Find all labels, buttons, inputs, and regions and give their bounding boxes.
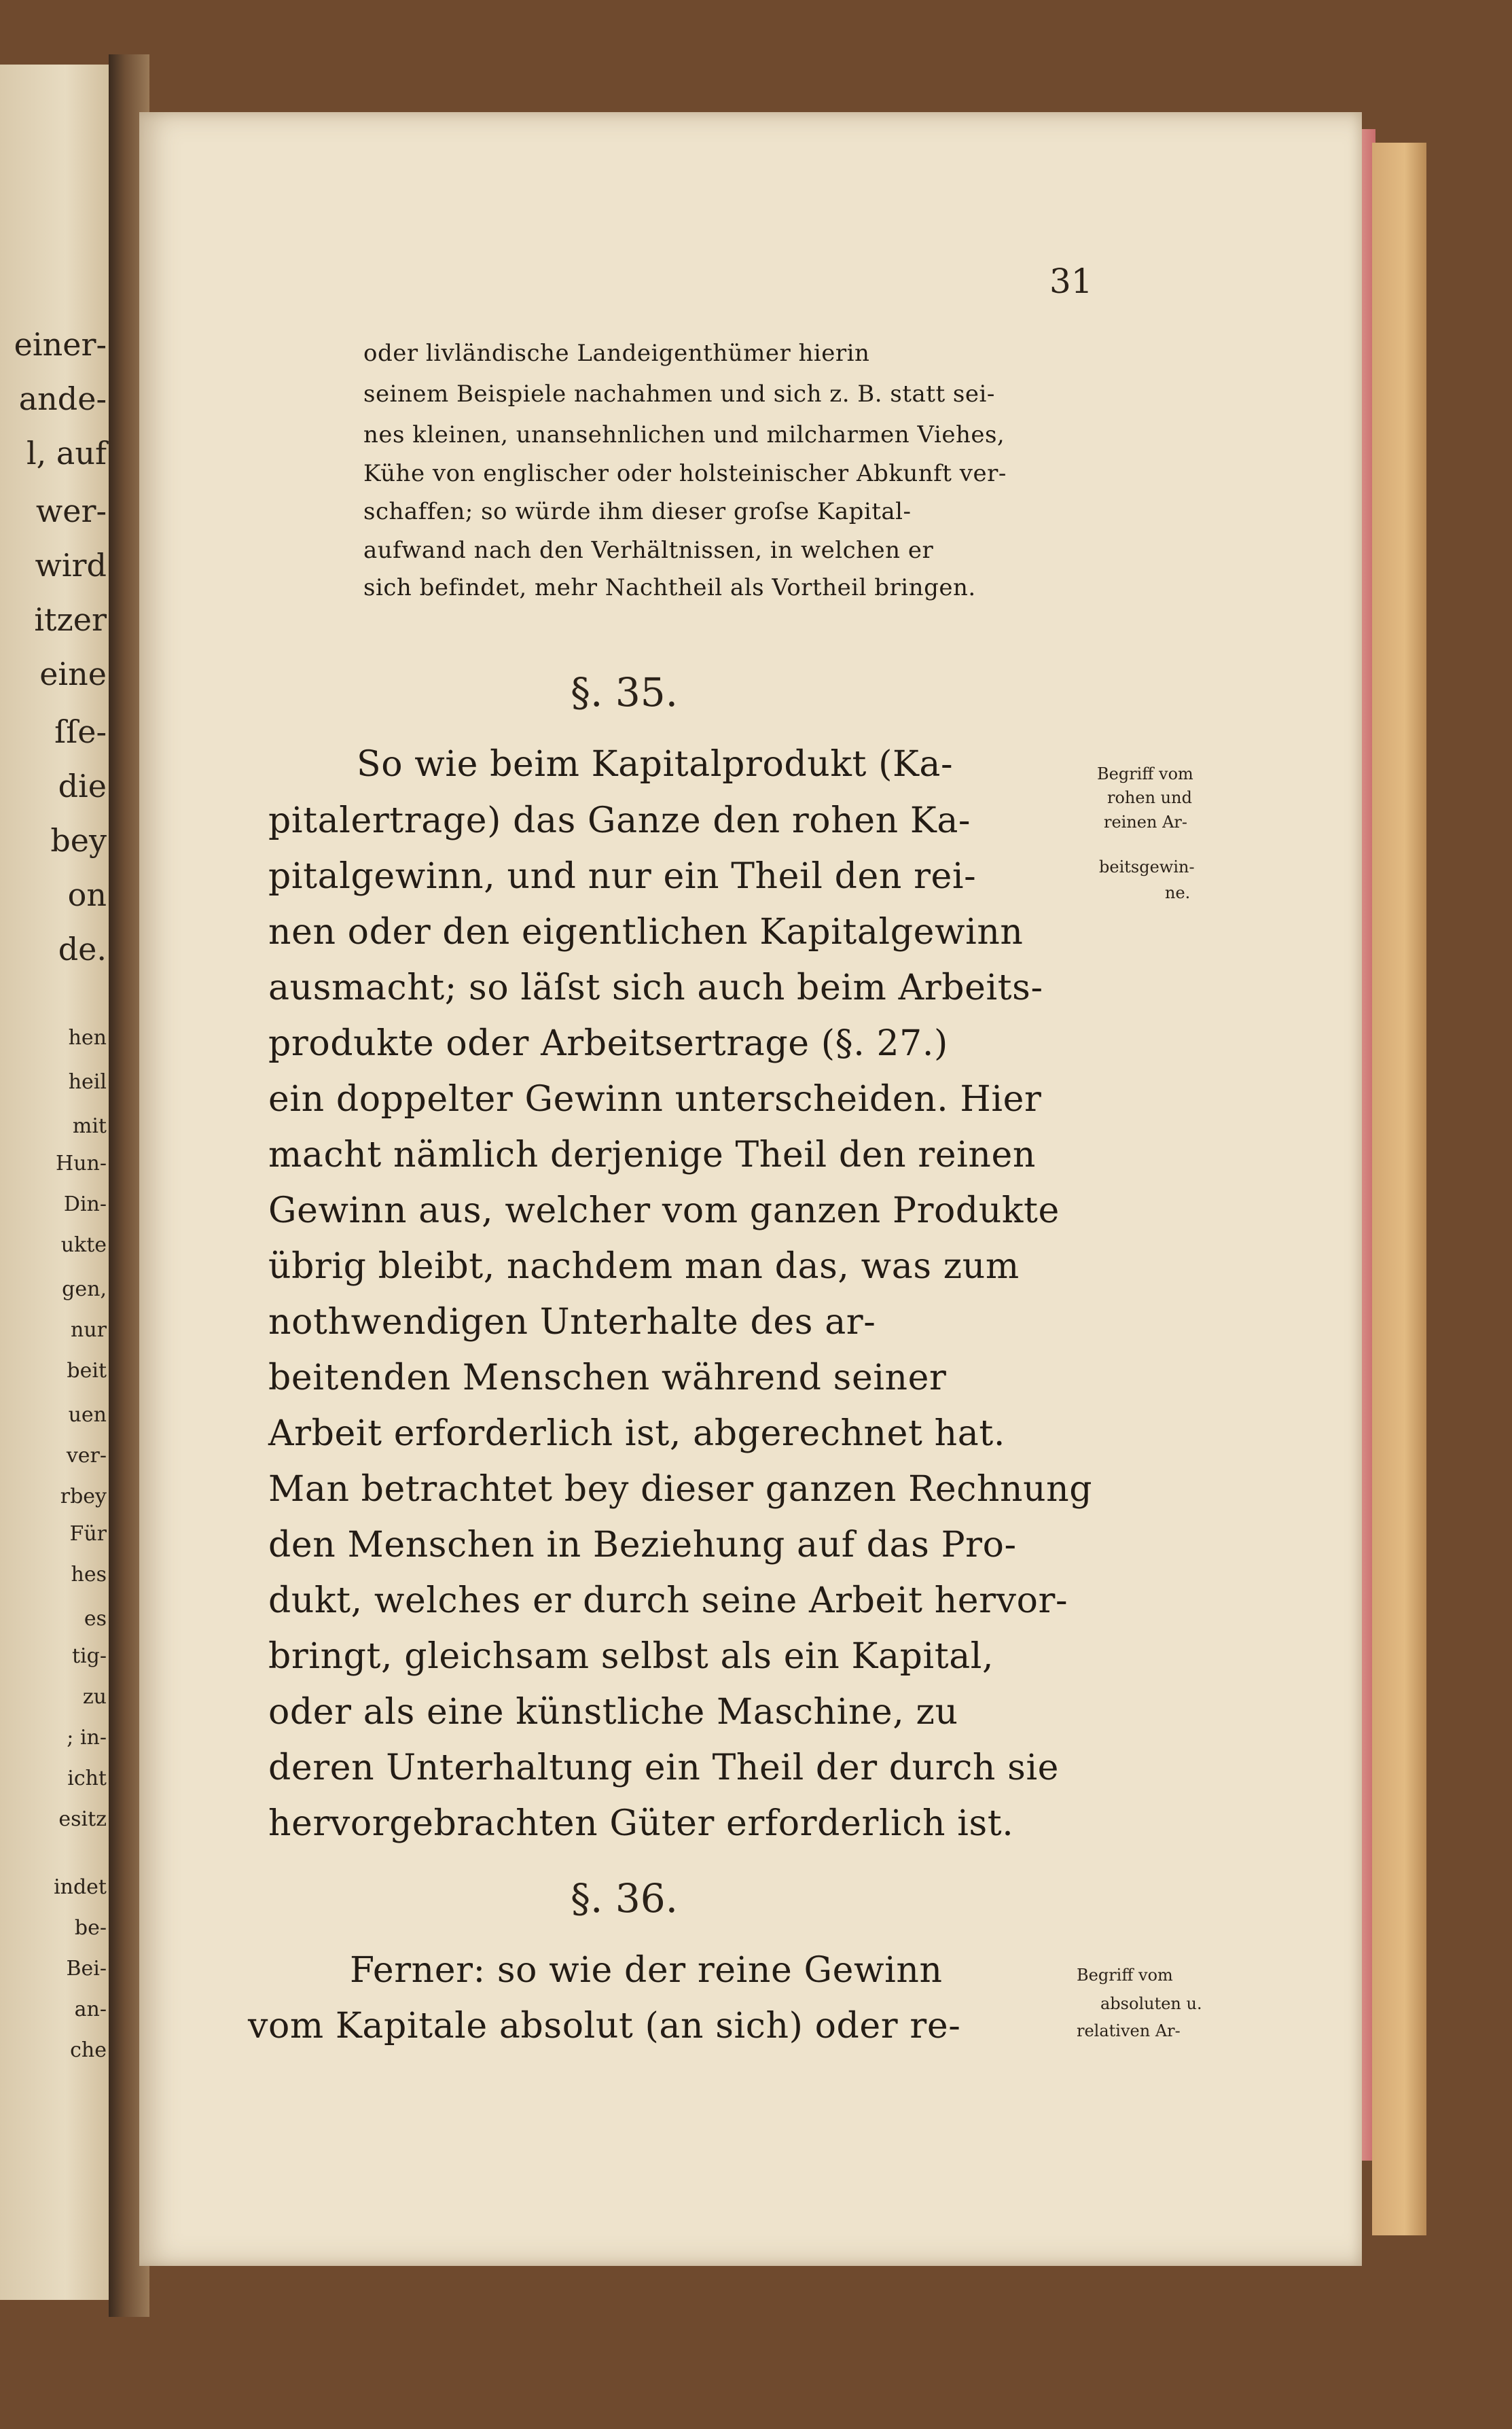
body-line: nothwendigen Unterhalte des ar-	[268, 1302, 876, 1343]
body-line: Arbeit erforderlich ist, abgerechnet hat.	[268, 1413, 1005, 1454]
left-page-fragment: de.	[58, 931, 107, 968]
body-line: Gewinn aus, welcher vom ganzen Produkte	[268, 1190, 1060, 1231]
left-page-fragment: beit	[67, 1359, 107, 1383]
section-heading-35: §. 35.	[571, 669, 679, 715]
left-page-fragment: icht	[67, 1767, 107, 1790]
left-page-fragment: tig-	[72, 1644, 107, 1668]
left-page-fragment: an-	[74, 1998, 107, 2021]
body-line: deren Unterhaltung ein Theil der durch sie	[268, 1748, 1060, 1788]
margin-note-line: ne.	[1165, 883, 1191, 902]
left-page-fragment: ukte	[60, 1233, 107, 1257]
left-page-fragment: hes	[71, 1563, 107, 1586]
left-page-fragment: Für	[69, 1522, 107, 1546]
body-line: macht nämlich derjenige Theil den reinen	[268, 1135, 1036, 1175]
top-line: schaffen; so würde ihm dieser groſse Kapital-	[363, 498, 912, 525]
left-page-fragment: rbey	[60, 1485, 107, 1508]
body-line: Man betrachtet bey dieser ganzen Rechnung	[268, 1469, 1093, 1510]
top-line: sich befindet, mehr Nachtheil als Vortheil bringen.	[363, 574, 976, 601]
margin-note-line: rohen und	[1107, 788, 1192, 807]
left-page-fragment: on	[67, 876, 107, 913]
top-line: aufwand nach den Verhältnissen, in welchen er	[363, 537, 934, 564]
left-page-fragment: ; in-	[67, 1726, 107, 1750]
left-page-fragment: itzer	[34, 601, 107, 638]
body-line: pitalertrage) das Ganze den rohen Ka-	[268, 800, 971, 841]
left-page-fragment: esitz	[58, 1807, 107, 1831]
left-page-fragment: heil	[68, 1070, 107, 1094]
body-line: Ferner: so wie der reine Gewinn	[350, 1950, 943, 1991]
left-page-fragment: wird	[35, 547, 107, 584]
left-page-fragment: che	[70, 2038, 107, 2062]
body-line: den Menschen in Beziehung auf das Pro-	[268, 1525, 1017, 1565]
body-line: dukt, welches er durch seine Arbeit hervor-	[268, 1580, 1068, 1621]
margin-note-line: relativen Ar-	[1077, 2021, 1181, 2040]
margin-note-line: absoluten u.	[1100, 1994, 1202, 2013]
section-heading-36: §. 36.	[571, 1875, 679, 1921]
margin-note-line: beitsgewin-	[1099, 857, 1195, 876]
margin-note-line: reinen Ar-	[1104, 813, 1188, 832]
top-line: oder livländische Landeigenthümer hierin	[363, 340, 870, 367]
margin-note-line: Begriff vom	[1077, 1966, 1173, 1985]
body-line: ausmacht; so läſst sich auch beim Arbeits-	[268, 968, 1043, 1008]
left-page-fragment: einer-	[14, 326, 107, 363]
left-page-fragment: mit	[72, 1114, 107, 1138]
left-page-fragment: Hun-	[56, 1152, 107, 1175]
left-page-fragment: ande-	[18, 380, 107, 417]
left-page-fragment: nur	[71, 1318, 107, 1342]
left-page-fragment: ſſe-	[54, 713, 107, 750]
body-line: vom Kapitale absolut (an sich) oder re-	[248, 2006, 961, 2046]
body-line: beitenden Menschen während seiner	[268, 1358, 947, 1398]
body-line: oder als eine künstliche Maschine, zu	[268, 1692, 958, 1733]
left-page-fragment: die	[58, 768, 107, 804]
body-line: produkte oder Arbeitsertrage (§. 27.)	[268, 1023, 948, 1064]
left-page-fragment: hen	[68, 1026, 107, 1050]
left-page-fragment: wer-	[35, 493, 107, 529]
body-line: übrig bleibt, nachdem man das, was zum	[268, 1246, 1020, 1287]
page-number: 31	[1049, 262, 1093, 301]
left-page-fragment: bey	[50, 822, 107, 859]
left-page-fragment: uen	[68, 1403, 107, 1427]
left-page	[0, 65, 119, 2300]
margin-note-line: Begriff vom	[1097, 764, 1193, 783]
left-page-fragment: eine	[39, 656, 107, 692]
left-page-fragment: l, auf	[26, 435, 107, 472]
top-line: nes kleinen, unansehnlichen und milcharmen Viehes,	[363, 421, 1005, 448]
left-page-fragment: indet	[54, 1875, 107, 1899]
top-line: seinem Beispiele nachahmen und sich z. B. statt sei-	[363, 380, 995, 408]
left-page-fragment: Din-	[63, 1192, 107, 1216]
body-line: pitalgewinn, und nur ein Theil den rei-	[268, 856, 977, 897]
body-line: bringt, gleichsam selbst als ein Kapital,	[268, 1636, 994, 1677]
body-line: hervorgebrachten Güter erforderlich ist.	[268, 1803, 1014, 1844]
body-line: So wie beim Kapitalprodukt (Ka-	[357, 744, 954, 785]
left-page-fragment: es	[84, 1607, 107, 1631]
body-line: nen oder den eigentlichen Kapitalgewinn	[268, 912, 1024, 953]
top-line: Kühe von englischer oder holsteinischer Abkunft ver-	[363, 460, 1007, 487]
book-cover-edge	[1372, 143, 1426, 2235]
left-page-fragment: gen,	[62, 1277, 107, 1301]
left-page-fragment: be-	[74, 1916, 107, 1940]
left-page-fragment: Bei-	[66, 1957, 107, 1981]
body-line: ein doppelter Gewinn unterscheiden. Hier	[268, 1079, 1042, 1120]
left-page-fragment: ver-	[66, 1444, 107, 1468]
left-page-fragment: zu	[82, 1685, 107, 1709]
